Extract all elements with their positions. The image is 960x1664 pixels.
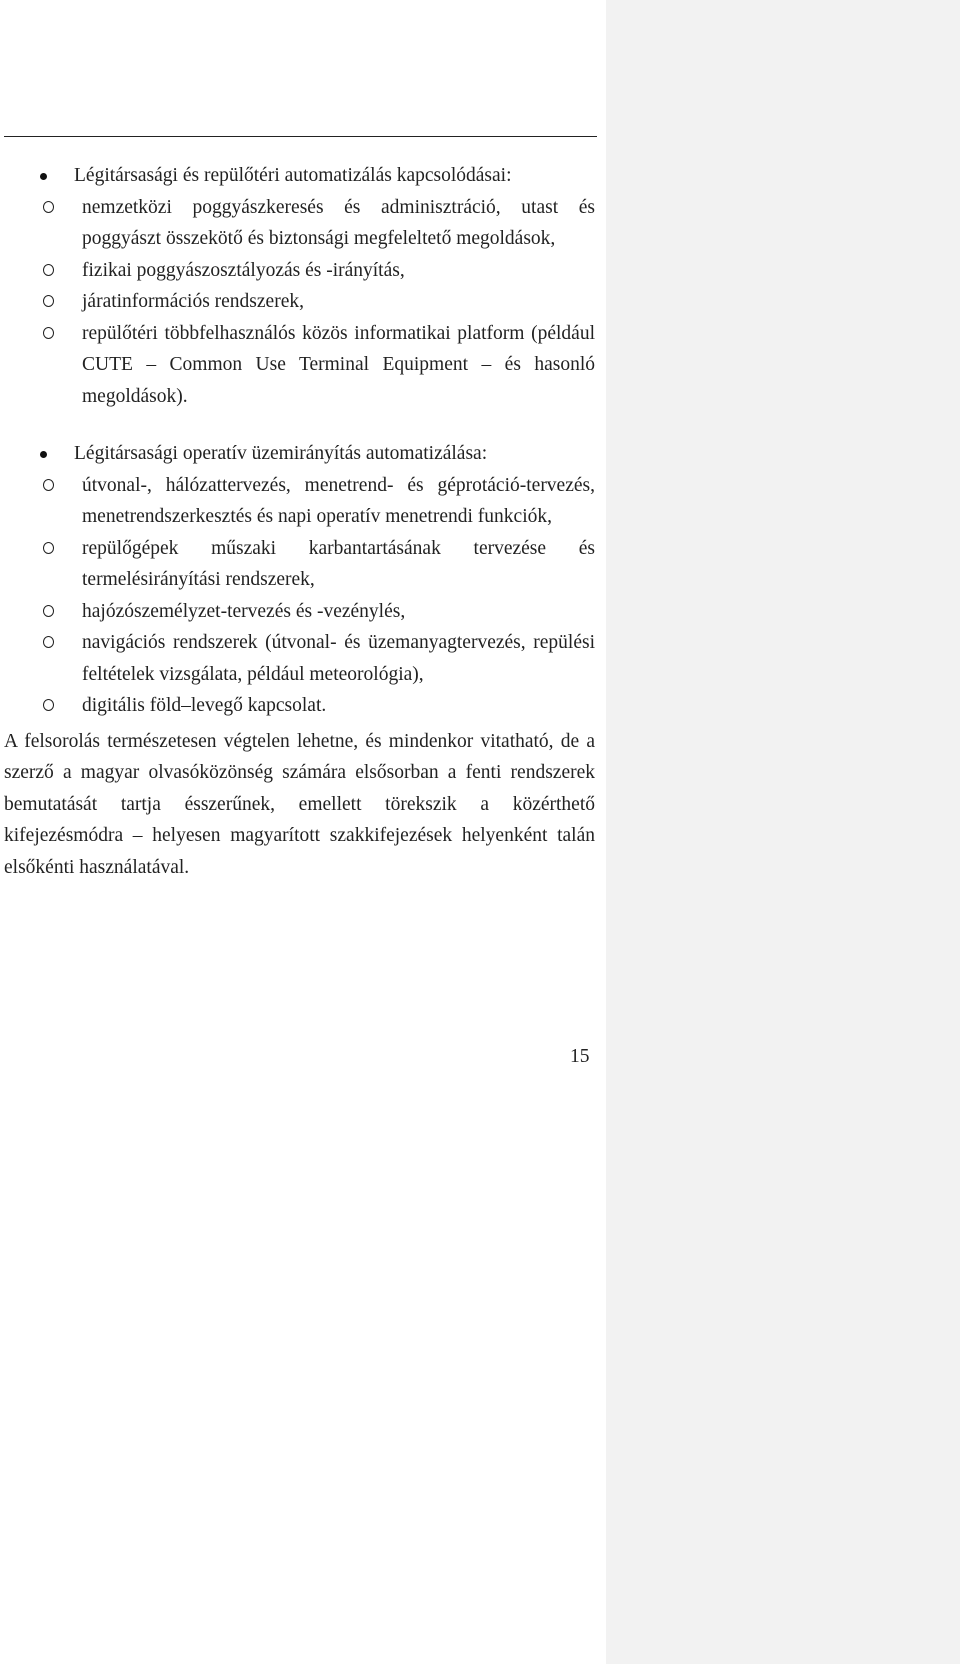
list-item <box>4 192 595 255</box>
page-number: 15 <box>570 1046 590 1067</box>
circle-bullet-icon <box>43 295 54 307</box>
circle-bullet-icon <box>43 636 54 648</box>
circle-bullet-icon <box>43 699 54 711</box>
list-item-text: repülőtéri többfelhasználós közös informatikai platform (például CUTE – Common Use Terminal Equipment – és hasonló megoldások). <box>82 322 595 407</box>
list-item-text: hajózószemélyzet-tervezés és -vezénylés, <box>82 600 406 622</box>
list-item <box>4 255 595 287</box>
list-item <box>4 470 595 533</box>
list-item <box>4 596 595 628</box>
circle-bullet-icon <box>43 542 54 554</box>
bullet-item-airline-airport <box>4 160 595 412</box>
list-item-text: fizikai poggyászosztályozás és -irányítás, <box>82 259 405 281</box>
list-item <box>4 627 595 690</box>
list-item-text: repülőgépek műszaki karbantartásának tervezése és termelésirányítási rendszerek, <box>82 537 595 590</box>
list-item <box>4 318 595 413</box>
bullet-item-operations <box>4 438 595 722</box>
circle-bullet-icon <box>43 479 54 491</box>
circle-bullet-icon <box>43 201 54 213</box>
sub-list <box>74 470 595 722</box>
list-item-text: navigációs rendszerek (útvonal- és üzemanyagtervezés, repülési feltételek vizsgálata, például meteorológia), <box>82 632 595 685</box>
list-item-text: útvonal-, hálózattervezés, menetrend- és géprotáció-tervezés, menetrendszerkesztés és napi operatív menetrendi funkciók, <box>82 474 595 527</box>
bullet-dot-icon <box>40 451 47 458</box>
circle-bullet-icon <box>43 327 54 339</box>
closing-paragraph: A felsorolás természetesen végtelen lehetne, és mindenkor vitatható, de a szerző a magyar olvasóközönség számára elsősorban a fenti rendszerek bemutatását tartja ésszerűnek, emellett törekszik a közérthető kifejezésmódra – helyesen magyarított szakkifejezések helyenként talán elsőkénti használatával. <box>4 730 595 878</box>
list-item-text: járatinformációs rendszerek, <box>82 291 304 312</box>
list-item <box>4 690 595 722</box>
circle-bullet-icon <box>43 605 54 617</box>
list-item <box>4 286 595 318</box>
header-rule <box>4 136 597 137</box>
list-item-text: nemzetközi poggyászkeresés és adminisztráció, utast és poggyászt összekötő és biztonsági megfeleltető megoldások, <box>82 196 595 249</box>
bullet-heading: Légitársasági operatív üzemirányítás automatizálása: <box>74 443 488 464</box>
sub-list <box>74 192 595 413</box>
list-item-text: digitális föld–levegő kapcsolat. <box>82 695 327 716</box>
list-item <box>4 533 595 596</box>
circle-bullet-icon <box>43 264 54 276</box>
bullet-heading: Légitársasági és repülőtéri automatizálás kapcsolódásai: <box>74 165 512 186</box>
comment-margin-panel <box>606 0 960 1664</box>
bullet-dot-icon <box>40 173 47 180</box>
page-content <box>4 160 595 903</box>
